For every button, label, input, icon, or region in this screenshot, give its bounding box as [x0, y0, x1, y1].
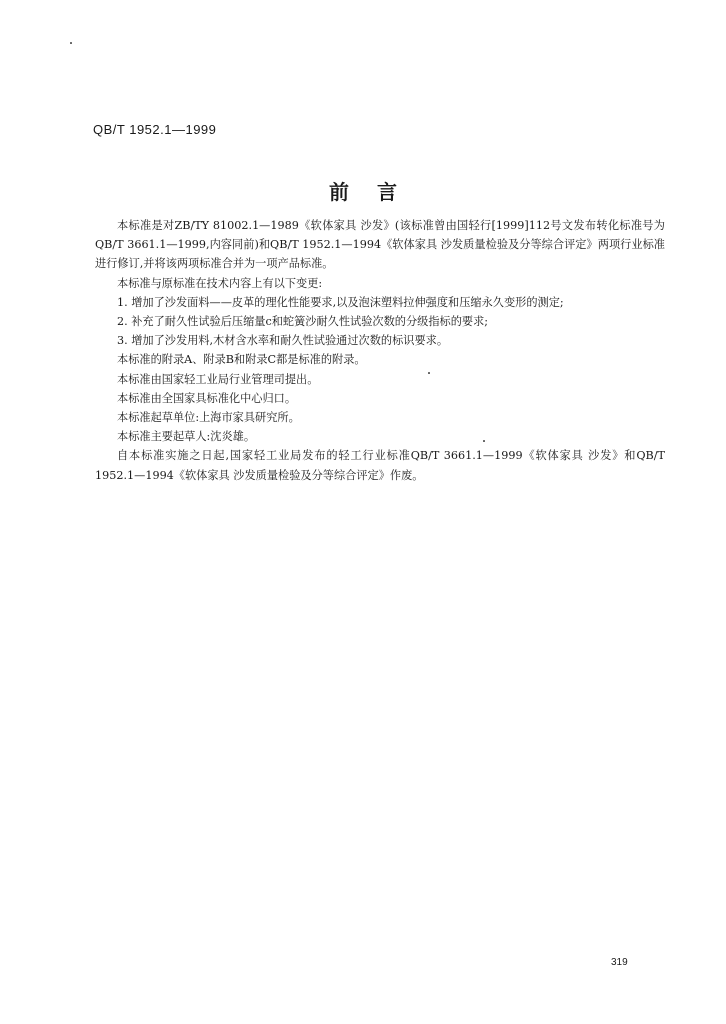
change-item-3: 3. 增加了沙发用料,木材含水率和耐久性试验通过次数的标识要求。 [117, 334, 449, 348]
scan-speck [70, 42, 72, 44]
drafter-note: 本标准主要起草人:沈炎雄。 [117, 430, 256, 444]
administrator-note: 本标准由全国家具标准化中心归口。 [117, 391, 297, 405]
page-title: 前言 [329, 180, 425, 204]
foreword-body [95, 216, 665, 485]
scan-speck [483, 440, 485, 442]
intro-paragraph: 本标准是对ZB/TY 81002.1—1989《软体家具 沙发》(该标准曾由国轻行[1999]112号文发布转化标准号为QB/T 3661.1—1999,内容同前)和QB/T 1952.1—1994《软体家具 沙发质量检验及分等综合评定》两项行业标准进行修订,并将该两项标准合并为一项产品标准。 [95, 219, 665, 271]
supersession-note: 自本标准实施之日起,国家轻工业局发布的轻工行业标准QB/T 3661.1—1999《软体家具 沙发》和QB/T 1952.1—1994《软体家具 沙发质量检验及分等综合评定》作废。 [95, 449, 665, 482]
scan-speck [428, 372, 430, 374]
document-id-header: QB/T 1952.1—1999 [93, 122, 217, 137]
appendix-note: 本标准的附录A、附录B和附录C都是标准的附录。 [117, 353, 366, 367]
proposer-note: 本标准由国家轻工业局行业管理司提出。 [117, 372, 319, 386]
drafting-unit-note: 本标准起草单位:上海市家具研究所。 [117, 411, 300, 425]
change-item-1: 1. 增加了沙发面料——皮革的理化性能要求,以及泡沫塑料拉伸强度和压缩永久变形的测定; [117, 295, 564, 309]
change-item-2: 2. 补充了耐久性试验后压缩量c和蛇簧沙耐久性试验次数的分级指标的要求; [117, 315, 489, 329]
changes-intro-paragraph: 本标准与原标准在技术内容上有以下变更: [117, 276, 323, 290]
page-number: 319 [611, 957, 628, 968]
